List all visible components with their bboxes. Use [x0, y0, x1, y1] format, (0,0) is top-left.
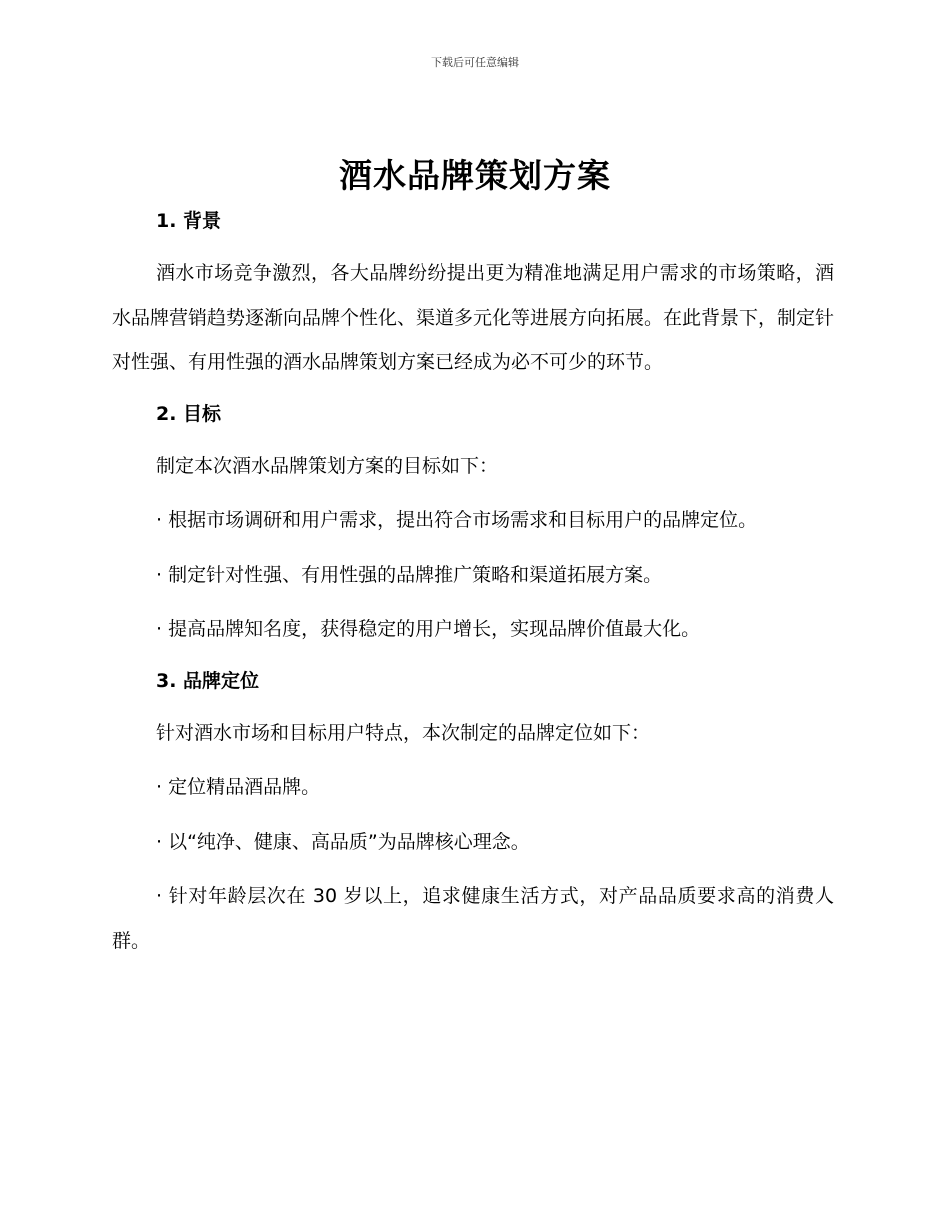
bullet-positioning-1: · 定位精品酒品牌。	[156, 776, 321, 798]
section-heading-positioning: 3. 品牌定位	[156, 669, 260, 692]
paragraph-goals-intro: 制定本次酒水品牌策划方案的目标如下：	[156, 454, 499, 477]
document-body	[112, 203, 834, 963]
bullet-goal-2: · 制定针对性强、有用性强的品牌推广策略和渠道拓展方案。	[156, 563, 663, 586]
paragraph-background: 酒水市场竞争激烈，各大品牌纷纷提出更为精准地满足用户需求的市场策略，酒水品牌营销趋势逐渐向品牌个性化、渠道多元化等进展方向拓展。在此背景下，制定针对性强、有用性强的酒水品牌策划方案已经成为必不可少的环节。	[112, 262, 835, 373]
document-title: 酒水品牌策划方案	[339, 156, 611, 195]
paragraph-positioning-intro: 针对酒水市场和目标用户特点，本次制定的品牌定位如下：	[156, 721, 651, 744]
bullet-positioning-2: · 以“纯净、健康、高品质”为品牌核心理念。	[156, 830, 530, 853]
header-note: 下载后可任意编辑	[431, 56, 519, 69]
bullet-positioning-3: · 针对年龄层次在 30 岁以上，追求健康生活方式，对产品品质要求高的消费人群。	[112, 885, 834, 952]
bullet-goal-1: · 根据市场调研和用户需求，提出符合市场需求和目标用户的品牌定位。	[156, 509, 758, 531]
bullet-goal-3: · 提高品牌知名度，获得稳定的用户增长，实现品牌价值最大化。	[156, 618, 701, 640]
section-heading-background: 1. 背景	[156, 210, 222, 232]
section-heading-goals: 2. 目标	[156, 402, 222, 425]
